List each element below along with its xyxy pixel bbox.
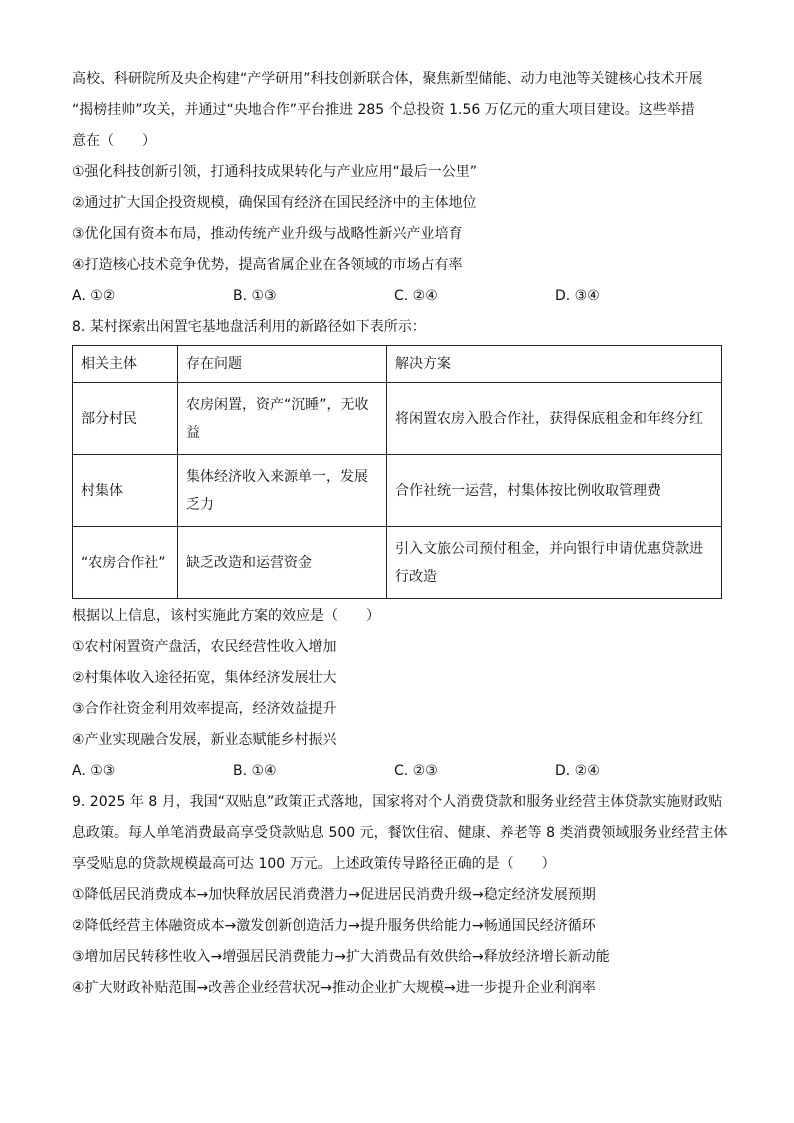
q8-item: ①农村闲置资产盘活，农民经营性收入增加 [72,639,337,655]
q8-item: ②村集体收入途径拓宽，集体经济发展壮大 [72,670,337,686]
q9-item: ③增加居民转移性收入→增强居民消费能力→扩大消费品有效供给→释放经济增长新动能 [72,949,610,965]
table-header-cell: 相关主体 [73,346,178,383]
q7-item: ②通过扩大国企投资规模，确保国有经济在国民经济中的主体地位 [72,195,477,211]
q7-option-c: C. ②④ [394,288,438,304]
exam-page [72,64,728,1004]
q7-item: ③优化国有资本布局，推动传统产业升级与战略性新兴产业培育 [72,226,463,242]
q9-stem-line-2: 息政策。每人单笔消费最高享受贷款贴息 500 元，餐饮住宿、健康、养老等 8 类消费领域服务业经营主体 [72,825,728,841]
q7-option-b: B. ①③ [233,288,277,304]
q7-options [72,281,724,312]
q7-stem-line-1: 高校、科研院所及央企构建“产学研用”科技创新联合体，聚焦新型储能、动力电池等关键核心技术开展 [72,71,703,87]
q7-stem-line-2: “揭榜挂帅”攻关，并通过“央地合作”平台推进 285 个总投资 1.56 万亿元的重大项目建设。这些举措 [72,102,695,118]
table-cell: 缺乏改造和运营资金 [178,527,387,599]
q7-item: ①强化科技创新引领，打通科技成果转化与产业应用“最后一公里” [72,164,478,180]
table-row [73,383,722,455]
table-row [73,527,722,599]
table-cell: 部分村民 [73,383,178,455]
q8-table [72,345,722,599]
q8-option-c: C. ②③ [394,763,438,779]
q7-option-d: D. ③④ [555,288,600,304]
q9-stem-line-3: 享受贴息的贷款规模最高可达 100 万元。上述政策传导路径正确的是（ ） [72,856,556,872]
table-header-cell: 解决方案 [387,346,722,383]
table-cell: 村集体 [73,455,178,527]
q7-stem-line-3: 意在（ ） [72,133,156,149]
table-cell: 合作社统一运营，村集体按比例收取管理费 [387,455,722,527]
q9-item: ①降低居民消费成本→加快释放居民消费潜力→促进居民消费升级→稳定经济发展预期 [72,887,596,903]
q9-stem-line-1: 9. 2025 年 8 月，我国“双贴息”政策正式落地，国家将对个人消费贷款和服务业经营主体贷款实施财政贴 [72,794,723,810]
table-cell: 引入文旅公司预付租金，并向银行申请优惠贷款进行改造 [387,527,722,599]
table-cell: 将闲置农房入股合作社，获得保底租金和年终分红 [387,383,722,455]
q8-item: ④产业实现融合发展，新业态赋能乡村振兴 [72,732,337,748]
q7-item: ④打造核心技术竞争优势，提高省属企业在各领域的市场占有率 [72,257,463,273]
q9-item: ②降低经营主体融资成本→激发创新创造活力→提升服务供给能力→畅通国民经济循环 [72,918,596,934]
question-8 [72,312,724,787]
q8-stem: 8. 某村探索出闲置宅基地盘活利用的新路径如下表所示： [72,319,426,335]
q7-option-a: A. ①② [72,288,116,304]
q8-options [72,756,724,787]
question-9 [72,787,728,1004]
q8-question: 根据以上信息，该村实施此方案的效应是（ ） [72,608,380,624]
q8-item: ③合作社资金利用效率提高，经济效益提升 [72,701,337,717]
q8-option-a: A. ①③ [72,763,116,779]
table-row [73,455,722,527]
q8-option-b: B. ①④ [233,763,277,779]
q9-item: ④扩大财政补贴范围→改善企业经营状况→推动企业扩大规模→进一步提升企业利润率 [72,980,596,996]
q8-option-d: D. ②④ [555,763,600,779]
table-cell: 农房闲置，资产“沉睡”，无收益 [178,383,387,455]
table-cell: 集体经济收入来源单一，发展乏力 [178,455,387,527]
table-header-cell: 存在问题 [178,346,387,383]
table-cell: “农房合作社” [73,527,178,599]
question-7 [72,64,724,312]
table-header-row [73,346,722,383]
